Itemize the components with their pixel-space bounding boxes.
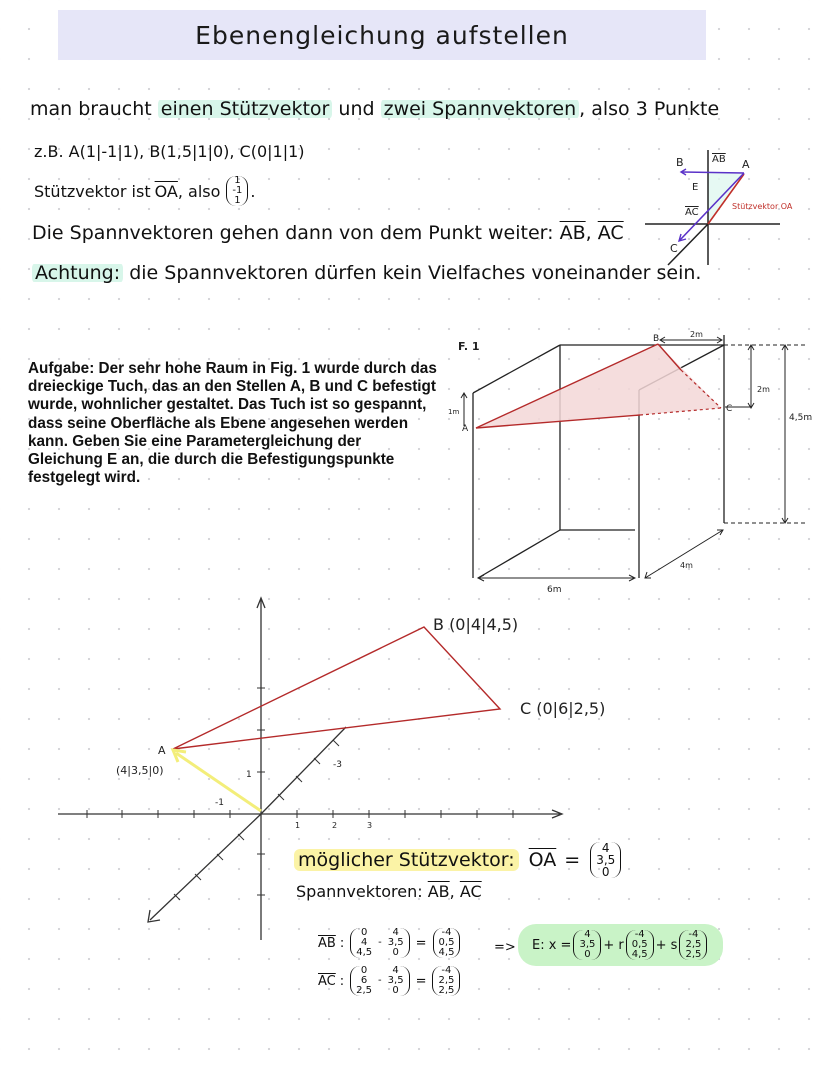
tick-label: 1 <box>295 821 301 830</box>
point-c-coords: C (0|6|2,5) <box>520 699 606 718</box>
label-e: E <box>692 182 699 193</box>
equation-prefix: E: x = <box>532 937 572 953</box>
vec-entry: -1 <box>232 185 243 196</box>
vec-entry: 2,5 <box>438 975 455 986</box>
vec-entry: 2,5 <box>685 939 702 950</box>
vector-ab: $\overline{AB}$ <box>559 222 586 244</box>
solution-spannvektoren <box>296 882 482 901</box>
vector-c <box>356 966 372 996</box>
minus-sign: - <box>378 975 382 986</box>
intro-line-5 <box>32 262 701 284</box>
equals-sign: = <box>564 849 581 871</box>
intro-text: Stützvektor ist <box>34 181 151 201</box>
vec-entry: 4,5 <box>438 947 455 958</box>
equals-sign: = <box>415 973 427 989</box>
vec-entry: 0 <box>392 985 399 996</box>
vec-entry: 0 <box>360 965 368 976</box>
vec-entry: 3,5 <box>579 939 596 950</box>
ab-arrow <box>682 172 744 173</box>
vec-entry: 4 <box>392 927 399 938</box>
vec-entry: 4 <box>601 841 610 855</box>
intro-line-3 <box>34 176 256 206</box>
vec-entry: -4 <box>634 929 645 940</box>
vector-ac: $\overline{AC}$ <box>318 973 336 989</box>
column-vector <box>350 966 409 996</box>
vec-entry: 4,5 <box>631 949 648 960</box>
vector-ab: $\overline{AB}$ <box>318 935 336 951</box>
support-vector <box>573 930 601 960</box>
point-b-label: B <box>653 334 660 344</box>
vec-entry: -4 <box>441 965 452 976</box>
tick-label: 2 <box>332 821 338 830</box>
triangle-abc <box>173 627 500 749</box>
label-ac: AC <box>685 207 699 218</box>
highlight-moeglicher-stuetzvektor: möglicher Stützvektor: <box>294 849 519 871</box>
dim-right-big: 4,5m <box>789 413 813 423</box>
point-c-label: C <box>726 404 733 414</box>
vector-ac: $\overline{AC}$ <box>597 222 624 244</box>
highlight-spannvektoren: zwei Spannvektoren <box>381 98 580 120</box>
tick-label: 3 <box>367 821 373 830</box>
column-vector <box>590 842 621 878</box>
vec-entry: 2,5 <box>356 985 373 996</box>
equation-highlight <box>518 924 723 966</box>
highlight-achtung: Achtung: <box>32 262 123 284</box>
tick-label: -3 <box>333 760 342 770</box>
column-vector <box>433 928 461 958</box>
vec-entry: 4 <box>360 937 368 948</box>
param-s: + s <box>655 937 678 953</box>
dim-top: 2m <box>690 330 703 339</box>
vec-entry: 0,5 <box>438 937 455 948</box>
intro-line-1 <box>30 98 719 120</box>
direction-vector-2 <box>679 930 707 960</box>
intro-text: Die Spannvektoren gehen dann von dem Punkt weiter: <box>32 222 560 244</box>
intro-text: , also 3 Punkte <box>579 98 720 120</box>
intro-text: und <box>332 98 381 120</box>
vec-entry: 0 <box>601 865 610 879</box>
task-text: Aufgabe: Der sehr hohe Raum in Fig. 1 wurde durch das dreieckige Tuch, das an den Stellen A, B und C befestigt wurde, wohnlicher gestaltet. Das Tuch ist so gespannt, dass seine Oberfläche als Ebene angesehen werden kann. Geben Sie eine Parametergleichung der Gleichung E an, die durch die Befestigungspunkte festgelegt wird. <box>28 360 437 487</box>
colon: : <box>339 973 345 989</box>
label-b: B <box>676 156 684 169</box>
dim-depth: 4m <box>680 561 693 570</box>
separator: , <box>449 882 460 901</box>
tick-label: -1 <box>215 798 224 808</box>
vec-entry: 2,5 <box>685 949 702 960</box>
column-vector <box>432 966 460 996</box>
point-a-label: A <box>158 744 166 757</box>
column-vector <box>226 176 248 206</box>
vec-entry: 6 <box>360 975 368 986</box>
small-vector-diagram <box>630 140 828 270</box>
vec-entry: 4 <box>392 965 399 976</box>
dim-left: 1m <box>448 408 460 416</box>
ac-computation <box>318 966 462 996</box>
column-vector <box>350 928 409 958</box>
vec-entry: -4 <box>441 927 452 938</box>
equals-sign: = <box>415 935 427 951</box>
ab-computation <box>318 928 462 958</box>
vector-ab: $\overline{AB}$ <box>427 882 450 901</box>
minus-sign: - <box>378 937 382 948</box>
plane-equation <box>518 924 723 966</box>
vec-entry: 1 <box>234 195 241 206</box>
dim-right-small: 2m <box>757 385 770 394</box>
point-a-label: A <box>462 424 469 434</box>
vec-entry: 4,5 <box>356 947 373 958</box>
vec-entry: 0 <box>584 949 591 960</box>
page-title: Ebenengleichung aufstellen <box>195 20 569 50</box>
vec-entry: 3,5 <box>387 937 404 948</box>
vector-a <box>388 928 404 958</box>
param-r: + r <box>603 937 624 953</box>
room-figure <box>440 330 828 600</box>
dim-bottom: 6m <box>547 585 562 595</box>
label-ab: AB <box>712 154 726 165</box>
label-a: A <box>742 158 750 171</box>
vector-oa: $\overline{OA}$ <box>528 849 557 871</box>
intro-text: man braucht <box>30 98 158 120</box>
vector-oa: $\overline{OA}$ <box>154 181 178 201</box>
vector-a <box>388 966 404 996</box>
intro-text: . <box>250 181 256 201</box>
intro-text: die Spannvektoren dürfen kein Vielfaches voneinander sein. <box>123 262 702 284</box>
cloth-triangle <box>476 344 721 428</box>
highlight-stuetzvektor: einen Stützvektor <box>158 98 333 120</box>
direction-vector-1 <box>626 930 654 960</box>
intro-line-4 <box>32 222 624 244</box>
vec-entry: 3,5 <box>596 853 616 867</box>
label-c: C <box>670 242 678 255</box>
colon: : <box>339 935 345 951</box>
vec-entry: 0 <box>360 927 368 938</box>
tick-label: 1 <box>246 770 252 780</box>
implies-arrow: => <box>494 940 516 955</box>
vec-entry: 1 <box>234 175 241 186</box>
point-a-coords: (4|3,5|0) <box>116 764 164 777</box>
vec-entry: -4 <box>688 929 699 940</box>
vector-ac: $\overline{AC}$ <box>459 882 482 901</box>
vec-entry: 2,5 <box>438 985 455 996</box>
vec-entry: 0,5 <box>631 939 648 950</box>
point-b-coords: B (0|4|4,5) <box>433 615 519 634</box>
spann-label: Spannvektoren: <box>296 882 428 901</box>
title-banner <box>58 10 706 60</box>
intro-line-2: z.B. A(1|-1|1), B(1,5|1|0), C(0|1|1) <box>34 142 305 161</box>
vec-entry: 0 <box>392 947 399 958</box>
intro-text: , <box>585 222 598 244</box>
vec-entry: 3,5 <box>387 975 404 986</box>
vector-b <box>356 928 372 958</box>
solution-stuetzvektor <box>294 842 623 878</box>
label-stuetzvektor: Stützvektor OA <box>732 202 793 211</box>
intro-text: , also <box>177 181 221 201</box>
figure-label: F. 1 <box>458 340 480 353</box>
vec-entry: 4 <box>584 929 591 940</box>
